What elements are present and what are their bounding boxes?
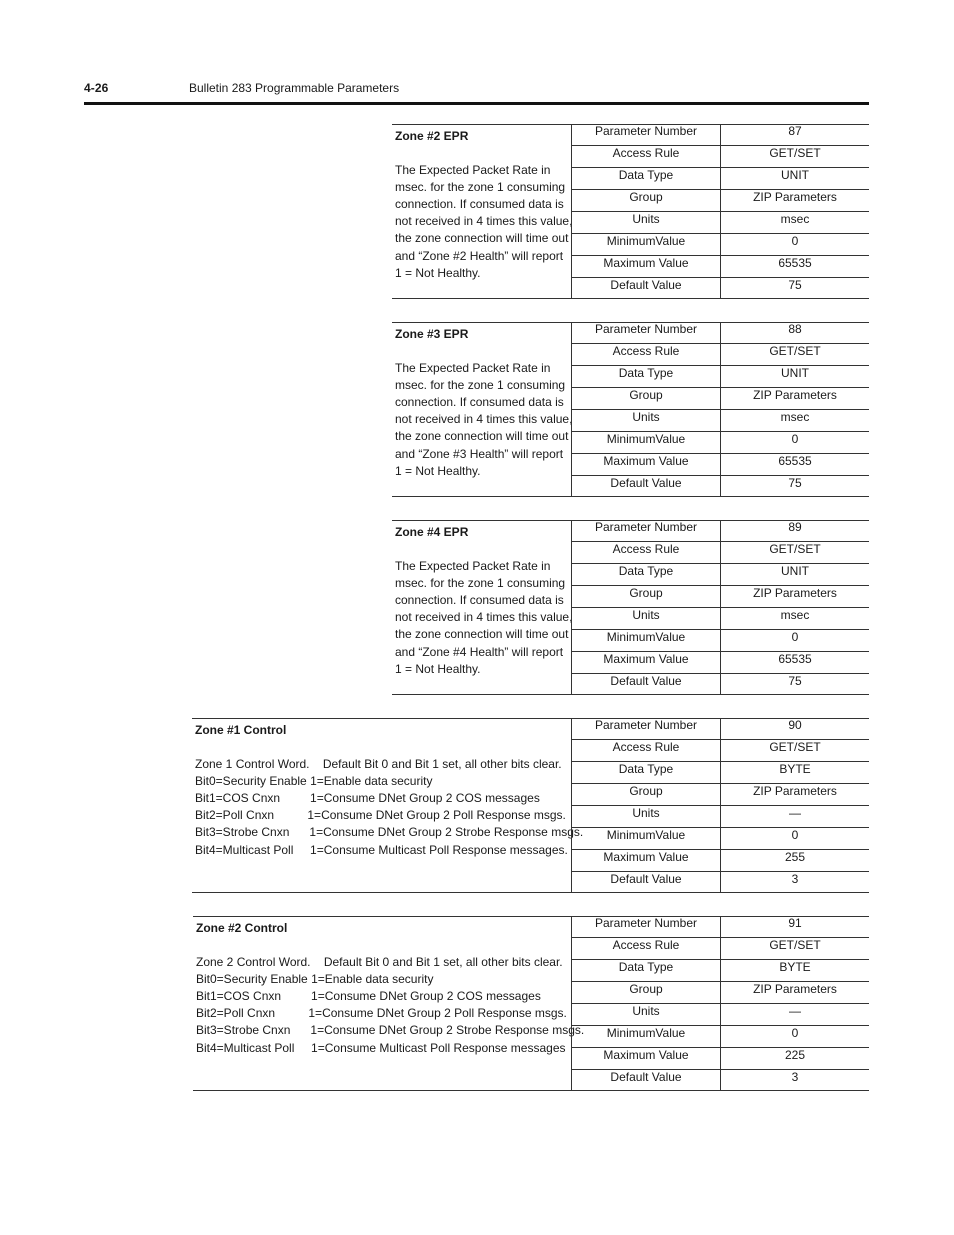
row-value: 75 [721, 476, 870, 498]
parameter-block-zone1-control [192, 718, 869, 893]
row-label: Parameter Number [572, 520, 721, 542]
row-value: 65535 [721, 454, 870, 476]
table-row [572, 278, 870, 300]
description-line: Bit2=Poll Cnxn 1=Consume DNet Group 2 Poll Response msgs. [196, 1006, 567, 1021]
row-value: GET/SET [721, 146, 870, 168]
row-value: 3 [721, 1070, 870, 1092]
row-label: Group [572, 784, 721, 806]
running-header-title: Bulletin 283 Programmable Parameters [189, 81, 400, 95]
row-label: Maximum Value [572, 652, 721, 674]
row-label: Default Value [572, 674, 721, 696]
row-value: GET/SET [721, 938, 870, 960]
row-label: Group [572, 190, 721, 212]
row-label: Units [572, 1004, 721, 1026]
row-label: Access Rule [572, 344, 721, 366]
table-row [572, 1048, 870, 1070]
description-line: Bit4=Multicast Poll 1=Consume Multicast Poll Response messages [196, 1040, 566, 1055]
parameter-block-zone2-epr [392, 124, 869, 299]
description-line: and “Zone #2 Health” will report [395, 248, 564, 263]
table-row [572, 256, 870, 278]
parameter-description [395, 128, 572, 282]
parameter-table [571, 520, 869, 695]
row-value: UNIT [721, 564, 870, 586]
row-label: Group [572, 388, 721, 410]
table-row [572, 762, 870, 784]
table-row [572, 784, 870, 806]
parameter-table [571, 718, 869, 893]
row-label: Parameter Number [572, 124, 721, 146]
table-row [572, 388, 870, 410]
row-value: 90 [721, 718, 870, 740]
row-value: 225 [721, 1048, 870, 1070]
description-line: 1 = Not Healthy. [395, 265, 481, 280]
row-label: Parameter Number [572, 718, 721, 740]
row-value: 0 [721, 828, 870, 850]
row-value: GET/SET [721, 542, 870, 564]
description-line: the zone connection will time out [395, 627, 569, 642]
row-value: ZIP Parameters [721, 586, 870, 608]
row-label: Default Value [572, 476, 721, 498]
row-label: Data Type [572, 168, 721, 190]
description-line: not received in 4 times this value, [395, 214, 573, 229]
table-row [572, 564, 870, 586]
parameter-table [571, 322, 869, 497]
description-line: the zone connection will time out [395, 231, 569, 246]
row-value: ZIP Parameters [721, 388, 870, 410]
row-label: Default Value [572, 872, 721, 894]
description-line: msec. for the zone 1 consuming [395, 576, 566, 591]
row-value: GET/SET [721, 740, 870, 762]
row-value: 255 [721, 850, 870, 872]
row-label: Access Rule [572, 146, 721, 168]
table-row [572, 366, 870, 388]
table-row [572, 740, 870, 762]
row-value: BYTE [721, 762, 870, 784]
row-value: 3 [721, 872, 870, 894]
row-label: MinimumValue [572, 630, 721, 652]
row-value: 87 [721, 124, 870, 146]
table-row [572, 586, 870, 608]
description-line: connection. If consumed data is [395, 593, 564, 608]
row-label: Default Value [572, 1070, 721, 1092]
row-value: UNIT [721, 366, 870, 388]
row-value: 88 [721, 322, 870, 344]
row-label: Maximum Value [572, 256, 721, 278]
description-line: Bit0=Security Enable 1=Enable data security [195, 774, 433, 789]
description-line: Bit1=COS Cnxn 1=Consume DNet Group 2 COS messages [195, 791, 540, 806]
description-line: not received in 4 times this value, [395, 610, 573, 625]
parameter-title: Zone #2 Control [196, 921, 288, 935]
row-label: MinimumValue [572, 432, 721, 454]
table-row [572, 608, 870, 630]
row-value: 75 [721, 674, 870, 696]
table-row [572, 850, 870, 872]
description-line: connection. If consumed data is [395, 395, 564, 410]
table-row [572, 168, 870, 190]
table-row [572, 916, 870, 938]
description-line: The Expected Packet Rate in [395, 559, 551, 574]
row-label: Units [572, 608, 721, 630]
table-row [572, 718, 870, 740]
description-line: 1 = Not Healthy. [395, 463, 481, 478]
row-label: Units [572, 212, 721, 234]
description-line: The Expected Packet Rate in [395, 361, 551, 376]
table-row [572, 124, 870, 146]
table-row [572, 1070, 870, 1092]
parameter-title: Zone #2 EPR [395, 129, 469, 143]
row-value: BYTE [721, 960, 870, 982]
page-number: 4-26 [84, 81, 109, 95]
row-value: 89 [721, 520, 870, 542]
description-line: and “Zone #4 Health” will report [395, 644, 564, 659]
row-label: Data Type [572, 960, 721, 982]
table-row [572, 146, 870, 168]
description-line: Zone 2 Control Word. Default Bit 0 and Bit 1 set, all other bits clear. [196, 955, 563, 970]
description-line: connection. If consumed data is [395, 197, 564, 212]
table-row [572, 410, 870, 432]
row-label: Units [572, 806, 721, 828]
table-row [572, 454, 870, 476]
row-label: Maximum Value [572, 1048, 721, 1070]
table-row [572, 520, 870, 542]
row-value: 0 [721, 1026, 870, 1048]
row-value: GET/SET [721, 344, 870, 366]
row-value: msec [721, 410, 870, 432]
parameter-description [395, 326, 572, 480]
row-value: 0 [721, 234, 870, 256]
table-row [572, 982, 870, 1004]
table-row [572, 960, 870, 982]
parameter-table [571, 916, 869, 1091]
table-row [572, 432, 870, 454]
parameter-block-zone3-epr [392, 322, 869, 497]
description-line: Bit3=Strobe Cnxn 1=Consume DNet Group 2 Strobe Response msgs. [196, 1023, 585, 1038]
description-line: msec. for the zone 1 consuming [395, 180, 566, 195]
row-value: ZIP Parameters [721, 982, 870, 1004]
header-rule [84, 102, 869, 105]
parameter-block-zone2-control [193, 916, 869, 1091]
row-label: Parameter Number [572, 322, 721, 344]
row-label: MinimumValue [572, 1026, 721, 1048]
row-value: — [721, 1004, 870, 1026]
description-line: Bit3=Strobe Cnxn 1=Consume DNet Group 2 Strobe Response msgs. [195, 825, 584, 840]
row-value: 75 [721, 278, 870, 300]
row-value: ZIP Parameters [721, 190, 870, 212]
parameter-title: Zone #3 EPR [395, 327, 469, 341]
row-label: MinimumValue [572, 234, 721, 256]
row-label: MinimumValue [572, 828, 721, 850]
description-line: Bit2=Poll Cnxn 1=Consume DNet Group 2 Poll Response msgs. [195, 808, 566, 823]
row-value: msec [721, 212, 870, 234]
table-row [572, 828, 870, 850]
table-row [572, 1004, 870, 1026]
row-value: 65535 [721, 256, 870, 278]
description-line: not received in 4 times this value, [395, 412, 573, 427]
row-label: Access Rule [572, 938, 721, 960]
description-line: The Expected Packet Rate in [395, 163, 551, 178]
table-row [572, 212, 870, 234]
table-row [572, 630, 870, 652]
table-row [572, 938, 870, 960]
parameter-description [196, 920, 584, 1057]
description-line: 1 = Not Healthy. [395, 661, 481, 676]
row-value: — [721, 806, 870, 828]
row-value: 0 [721, 432, 870, 454]
description-line: msec. for the zone 1 consuming [395, 378, 566, 393]
table-row [572, 652, 870, 674]
table-row [572, 872, 870, 894]
parameter-description [195, 722, 583, 859]
row-label: Access Rule [572, 740, 721, 762]
row-label: Maximum Value [572, 454, 721, 476]
description-line: and “Zone #3 Health” will report [395, 446, 564, 461]
table-row [572, 190, 870, 212]
row-value: ZIP Parameters [721, 784, 870, 806]
description-line: the zone connection will time out [395, 429, 569, 444]
row-label: Group [572, 982, 721, 1004]
row-label: Data Type [572, 366, 721, 388]
parameter-table [571, 124, 869, 299]
description-line: Bit4=Multicast Poll 1=Consume Multicast Poll Response messages. [195, 842, 568, 857]
row-label: Parameter Number [572, 916, 721, 938]
row-label: Group [572, 586, 721, 608]
row-value: msec [721, 608, 870, 630]
table-row [572, 1026, 870, 1048]
row-label: Data Type [572, 762, 721, 784]
description-line: Zone 1 Control Word. Default Bit 0 and Bit 1 set, all other bits clear. [195, 757, 562, 772]
parameter-title: Zone #1 Control [195, 723, 287, 737]
row-value: UNIT [721, 168, 870, 190]
parameter-block-zone4-epr [392, 520, 869, 695]
table-row [572, 806, 870, 828]
table-row [572, 476, 870, 498]
row-value: 91 [721, 916, 870, 938]
table-row [572, 674, 870, 696]
row-label: Maximum Value [572, 850, 721, 872]
row-value: 0 [721, 630, 870, 652]
description-line: Bit1=COS Cnxn 1=Consume DNet Group 2 COS messages [196, 989, 541, 1004]
table-row [572, 542, 870, 564]
row-label: Units [572, 410, 721, 432]
row-label: Data Type [572, 564, 721, 586]
table-row [572, 322, 870, 344]
table-row [572, 344, 870, 366]
parameter-description [395, 524, 572, 678]
row-value: 65535 [721, 652, 870, 674]
table-row [572, 234, 870, 256]
row-label: Default Value [572, 278, 721, 300]
parameter-title: Zone #4 EPR [395, 525, 469, 539]
description-line: Bit0=Security Enable 1=Enable data security [196, 972, 434, 987]
row-label: Access Rule [572, 542, 721, 564]
